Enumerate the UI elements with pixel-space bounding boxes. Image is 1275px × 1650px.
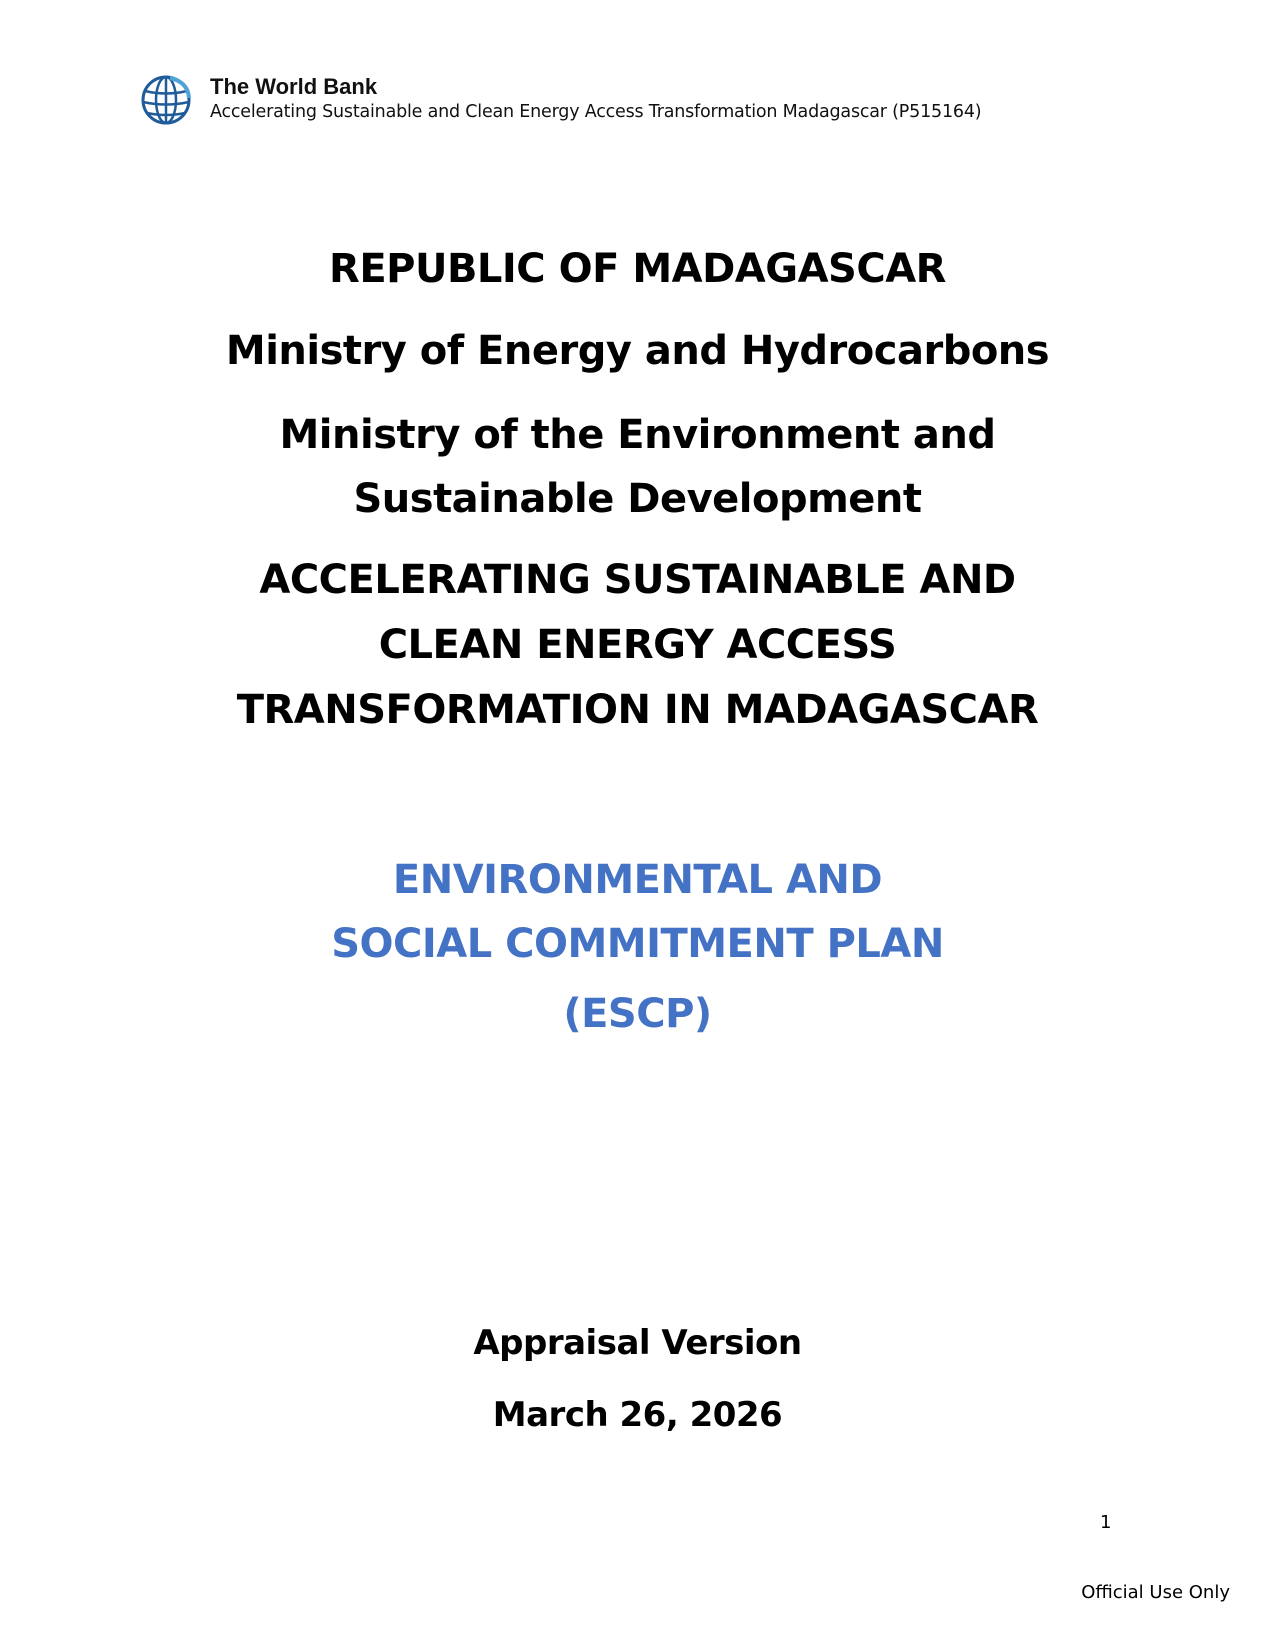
document-version: Appraisal Version [473,1323,802,1363]
document-title-text: ENVIRONMENTAL AND SOCIAL COMMITMENT PLAN [331,857,944,967]
page-number: 1 [1100,1512,1112,1533]
project-title-text: ACCELERATING SUSTAINABLE AND CLEAN ENERGY ACCESS TRANSFORMATION IN MADAGASCAR [236,557,1039,733]
document-date: March 26, 2026 [492,1395,783,1435]
document-title [0,848,1275,976]
project-name: Accelerating Sustainable and Clean Energy Access Transformation Madagascar (P515164) [210,102,982,122]
classification-label: Official Use Only [1081,1582,1230,1603]
project-title [0,548,1275,743]
organization-name: The World Bank [210,74,378,99]
document-abbreviation: (ESCP) [563,991,712,1037]
ministry-environment-text: Ministry of the Environment and Sustainable Development [279,412,996,522]
world-bank-globe-icon [140,74,192,126]
document-header [140,74,981,126]
ministry-energy-heading: Ministry of Energy and Hydrocarbons [225,328,1050,374]
ministry-environment-heading [0,403,1275,531]
republic-heading: REPUBLIC OF MADAGASCAR [329,246,946,292]
